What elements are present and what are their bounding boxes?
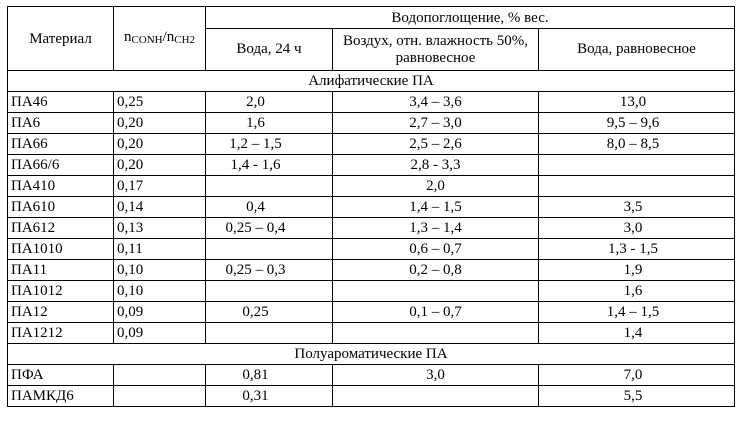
cell-water-24h: [206, 239, 333, 260]
cell-ratio: 0,25: [114, 92, 206, 113]
cell-air: [333, 281, 539, 302]
section-row: [8, 344, 735, 365]
cell-air: 1,3 – 1,4: [333, 218, 539, 239]
cell-ratio: 0,10: [114, 281, 206, 302]
cell-material: ПА610: [8, 197, 114, 218]
cell-water-equilibrium: 7,0: [539, 365, 735, 386]
table-row: [8, 155, 735, 176]
cell-ratio: 0,20: [114, 113, 206, 134]
table-row: [8, 92, 735, 113]
cell-air: 0,6 – 0,7: [333, 239, 539, 260]
cell-ratio: 0,09: [114, 323, 206, 344]
cell-water-24h: 0,81: [206, 365, 333, 386]
cell-ratio: 0,20: [114, 134, 206, 155]
cell-ratio: 0,11: [114, 239, 206, 260]
cell-material: ПА66: [8, 134, 114, 155]
cell-water-equilibrium: 13,0: [539, 92, 735, 113]
header-water-equilibrium: Вода, равновесное: [539, 29, 735, 71]
cell-water-24h: [206, 323, 333, 344]
cell-water-24h: 0,25 – 0,3: [206, 260, 333, 281]
cell-water-24h: 0,4: [206, 197, 333, 218]
table-row: [8, 176, 735, 197]
cell-air: 0,2 – 0,8: [333, 260, 539, 281]
cell-water-equilibrium: 1,4 – 1,5: [539, 302, 735, 323]
cell-ratio: 0,20: [114, 155, 206, 176]
table-row: [8, 281, 735, 302]
table-row: [8, 134, 735, 155]
cell-air: 3,4 – 3,6: [333, 92, 539, 113]
cell-water-equilibrium: 3,5: [539, 197, 735, 218]
header-water-24h: Вода, 24 ч: [206, 29, 333, 71]
cell-air: [333, 386, 539, 407]
cell-water-24h: 2,0: [206, 92, 333, 113]
cell-water-equilibrium: 1,6: [539, 281, 735, 302]
cell-water-equilibrium: [539, 155, 735, 176]
cell-air: [333, 323, 539, 344]
cell-material: ПА612: [8, 218, 114, 239]
cell-material: ПА1212: [8, 323, 114, 344]
cell-material: ПА46: [8, 92, 114, 113]
cell-material: ПА1012: [8, 281, 114, 302]
cell-ratio: 0,14: [114, 197, 206, 218]
table-row: [8, 113, 735, 134]
table-row: [8, 197, 735, 218]
header-water-absorption: Водопоглощение, % вес.: [206, 7, 735, 29]
cell-water-24h: 1,4 - 1,6: [206, 155, 333, 176]
cell-ratio: [114, 386, 206, 407]
cell-water-equilibrium: [539, 176, 735, 197]
cell-ratio: 0,17: [114, 176, 206, 197]
table-row: [8, 386, 735, 407]
cell-air: 1,4 – 1,5: [333, 197, 539, 218]
cell-water-24h: 0,25: [206, 302, 333, 323]
cell-water-24h: 0,25 – 0,4: [206, 218, 333, 239]
cell-air: 2,7 – 3,0: [333, 113, 539, 134]
cell-material: ПА1010: [8, 239, 114, 260]
cell-material: ПФА: [8, 365, 114, 386]
cell-air: 2,0: [333, 176, 539, 197]
cell-air: 3,0: [333, 365, 539, 386]
cell-water-24h: [206, 281, 333, 302]
cell-water-24h: 1,6: [206, 113, 333, 134]
water-absorption-table: [7, 6, 735, 407]
cell-water-24h: 1,2 – 1,5: [206, 134, 333, 155]
table-row: [8, 323, 735, 344]
section-row: [8, 71, 735, 92]
table-row: [8, 365, 735, 386]
cell-water-24h: 0,31: [206, 386, 333, 407]
table-row: [8, 302, 735, 323]
table-row: [8, 218, 735, 239]
cell-air: 0,1 – 0,7: [333, 302, 539, 323]
cell-material: ПА11: [8, 260, 114, 281]
cell-air: 2,5 – 2,6: [333, 134, 539, 155]
cell-water-equilibrium: 1,9: [539, 260, 735, 281]
cell-water-equilibrium: 1,3 - 1,5: [539, 239, 735, 260]
cell-ratio: 0,09: [114, 302, 206, 323]
table-row: [8, 239, 735, 260]
header-ratio: $n_{CONH}/n_{CH2}$: [114, 7, 206, 71]
cell-ratio: [114, 365, 206, 386]
cell-water-equilibrium: 1,4: [539, 323, 735, 344]
cell-material: ПАМКД6: [8, 386, 114, 407]
table-body: [8, 71, 735, 407]
cell-water-equilibrium: 8,0 – 8,5: [539, 134, 735, 155]
cell-material: ПА6: [8, 113, 114, 134]
cell-material: ПА66/6: [8, 155, 114, 176]
section-title: Полуароматические ПА: [8, 344, 735, 365]
cell-water-equilibrium: 9,5 – 9,6: [539, 113, 735, 134]
cell-air: 2,8 - 3,3: [333, 155, 539, 176]
header-material: Материал: [8, 7, 114, 71]
cell-material: ПА410: [8, 176, 114, 197]
cell-ratio: 0,13: [114, 218, 206, 239]
header-air: Воздух, отн. влажность 50%, равновесное: [333, 29, 539, 71]
table-container: [7, 6, 735, 407]
section-title: Алифатические ПА: [8, 71, 735, 92]
cell-water-24h: [206, 176, 333, 197]
cell-water-equilibrium: 5,5: [539, 386, 735, 407]
cell-water-equilibrium: 3,0: [539, 218, 735, 239]
table-row: [8, 260, 735, 281]
table-header: [8, 7, 735, 71]
cell-material: ПА12: [8, 302, 114, 323]
cell-ratio: 0,10: [114, 260, 206, 281]
